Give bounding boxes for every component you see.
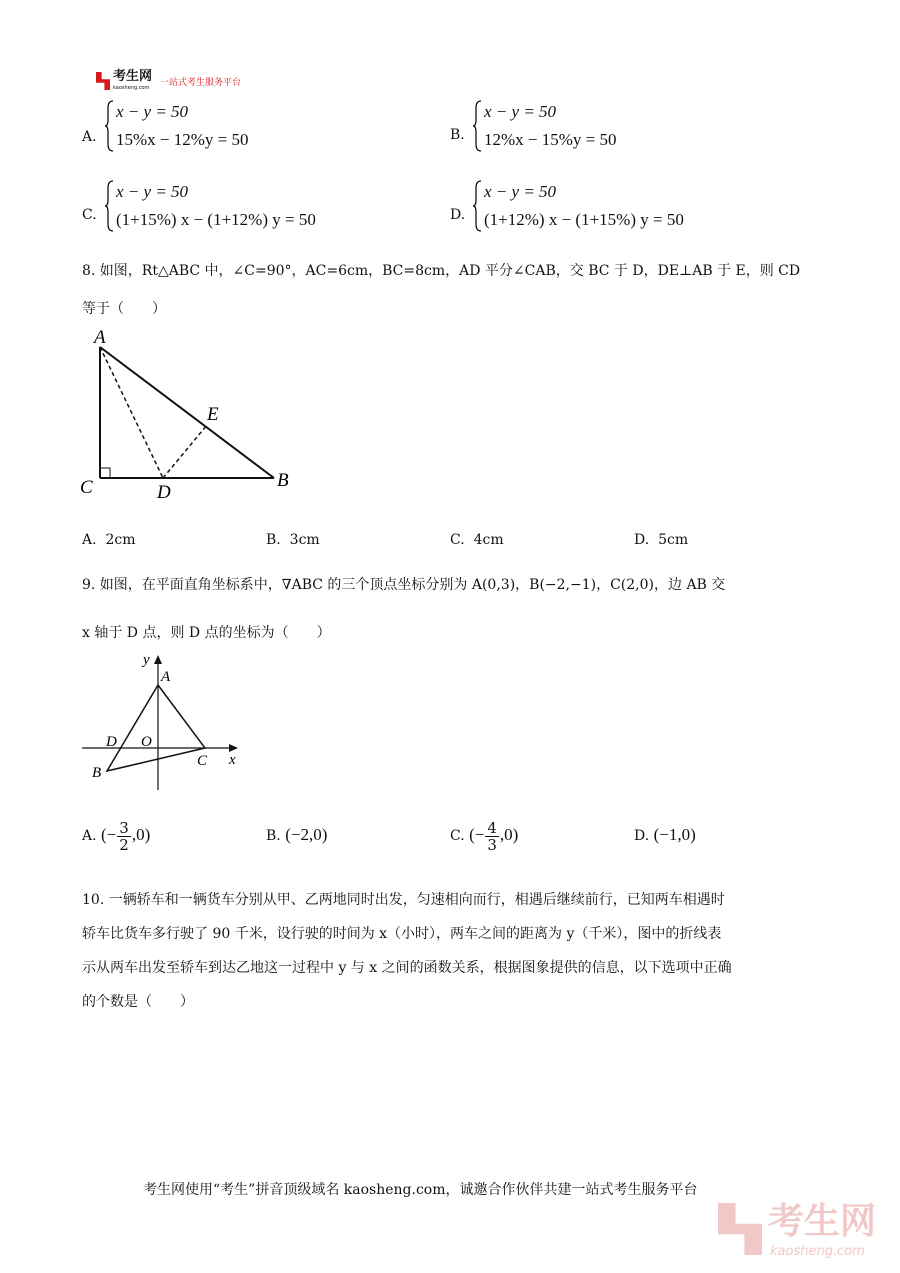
equation-line: x − y = 50 <box>484 182 557 201</box>
y-axis-arrow <box>154 655 162 664</box>
brace-icon <box>104 180 114 232</box>
q10-text-line1: 10. 一辆轿车和一辆货车分别从甲、乙两地同时出发，匀速相向而行，相遇后继续前行，已知两车相遇时 <box>82 892 725 908</box>
q9-option-a[interactable]: A. (− $\frac{3}{2}$ ,0) <box>82 818 151 854</box>
q9-option-d[interactable]: D. (−1,0) <box>634 825 696 844</box>
label-y: y <box>143 652 150 668</box>
label-x: x <box>229 752 236 768</box>
equation-line: x − y = 50 <box>116 182 189 201</box>
q8-text-line2: 等于（ ） <box>82 301 166 317</box>
label-e: E <box>207 404 219 425</box>
q8-option-b[interactable]: B. 3cm <box>266 532 320 548</box>
logo-text: 考生网 <box>113 69 153 84</box>
brace-icon <box>472 180 482 232</box>
x-axis-arrow <box>229 744 238 752</box>
right-angle-mark <box>100 468 110 478</box>
label-b: B <box>277 470 289 491</box>
footer-text: 考生网使用“考生”拼音顶级域名 kaosheng.com，诚邀合作伙伴共建一站式考生服务平台 <box>143 1182 698 1198</box>
label-c: C <box>80 477 93 498</box>
watermark-icon <box>718 1203 762 1255</box>
equation-line: (1+15%) x − (1+12%) y = 50 <box>116 210 316 229</box>
q8-triangle-figure <box>70 325 310 510</box>
q9-option-c[interactable]: C. (− $\frac{4}{3}$ ,0) <box>450 818 519 854</box>
equation-line: x − y = 50 <box>484 102 557 121</box>
q9-option-b[interactable]: B. (−2,0) <box>266 825 328 844</box>
q10-text-line4: 的个数是（ ） <box>82 994 194 1010</box>
slogan: 一站式考生服务平台 <box>160 78 242 88</box>
triangle-abc <box>107 685 205 771</box>
q8-option-d[interactable]: D. 5cm <box>634 532 689 548</box>
segment-ad <box>100 347 163 478</box>
q10-text-line3: 示从两车出发至轿车到达乙地这一过程中 y 与 x 之间的函数关系，根据图象提供的信息，以下选项中正确 <box>82 960 732 976</box>
q8-option-a[interactable]: A. 2cm <box>82 532 136 548</box>
equation-line: x − y = 50 <box>116 102 189 121</box>
label-d: D <box>106 734 117 750</box>
label-a: A <box>94 327 106 348</box>
equation-line: 15%x − 12%y = 50 <box>116 130 249 149</box>
watermark-text: 考生网 <box>768 1201 877 1242</box>
q9-text-line1: 9. 如图，在平面直角坐标系中，∇ABC 的三个顶点坐标分别为 A(0,3)，B(−2,−1)，C(2,0)，边 AB 交 <box>82 577 726 593</box>
q8-text-line1: 8. 如图，Rt△ABC 中，∠C=90°，AC=6cm，BC=8cm，AD 平分∠CAB，交 BC 于 D，DE⊥AB 于 E，则 CD <box>82 263 801 279</box>
logo-icon <box>96 72 110 90</box>
option-label: C. <box>82 207 97 223</box>
side-ab <box>100 347 274 478</box>
brace-icon <box>472 100 482 152</box>
q9-coordinate-figure <box>78 648 248 795</box>
label-a: A <box>161 669 171 685</box>
option-label: D. <box>450 207 466 223</box>
q9-text-line2: x 轴于 D 点，则 D 点的坐标为（ ） <box>82 625 331 641</box>
equation-line: 12%x − 15%y = 50 <box>484 130 617 149</box>
option-label: B. <box>450 127 465 143</box>
equation-line: (1+12%) x − (1+15%) y = 50 <box>484 210 684 229</box>
segment-de <box>163 425 207 478</box>
option-label: A. <box>82 129 97 145</box>
brace-icon <box>104 100 114 152</box>
label-c: C <box>197 753 208 769</box>
q8-option-c[interactable]: C. 4cm <box>450 532 504 548</box>
q10-text-line2: 轿车比货车多行驶了 90 千米，设行驶的时间为 x（小时），两车之间的距离为 y（千米），图中的折线表 <box>82 926 722 942</box>
logo-sub: kaosheng.com <box>113 85 150 91</box>
label-o: O <box>141 734 152 750</box>
watermark-sub: kaosheng.com <box>770 1244 865 1259</box>
label-d: D <box>157 482 171 503</box>
label-b: B <box>92 765 102 781</box>
